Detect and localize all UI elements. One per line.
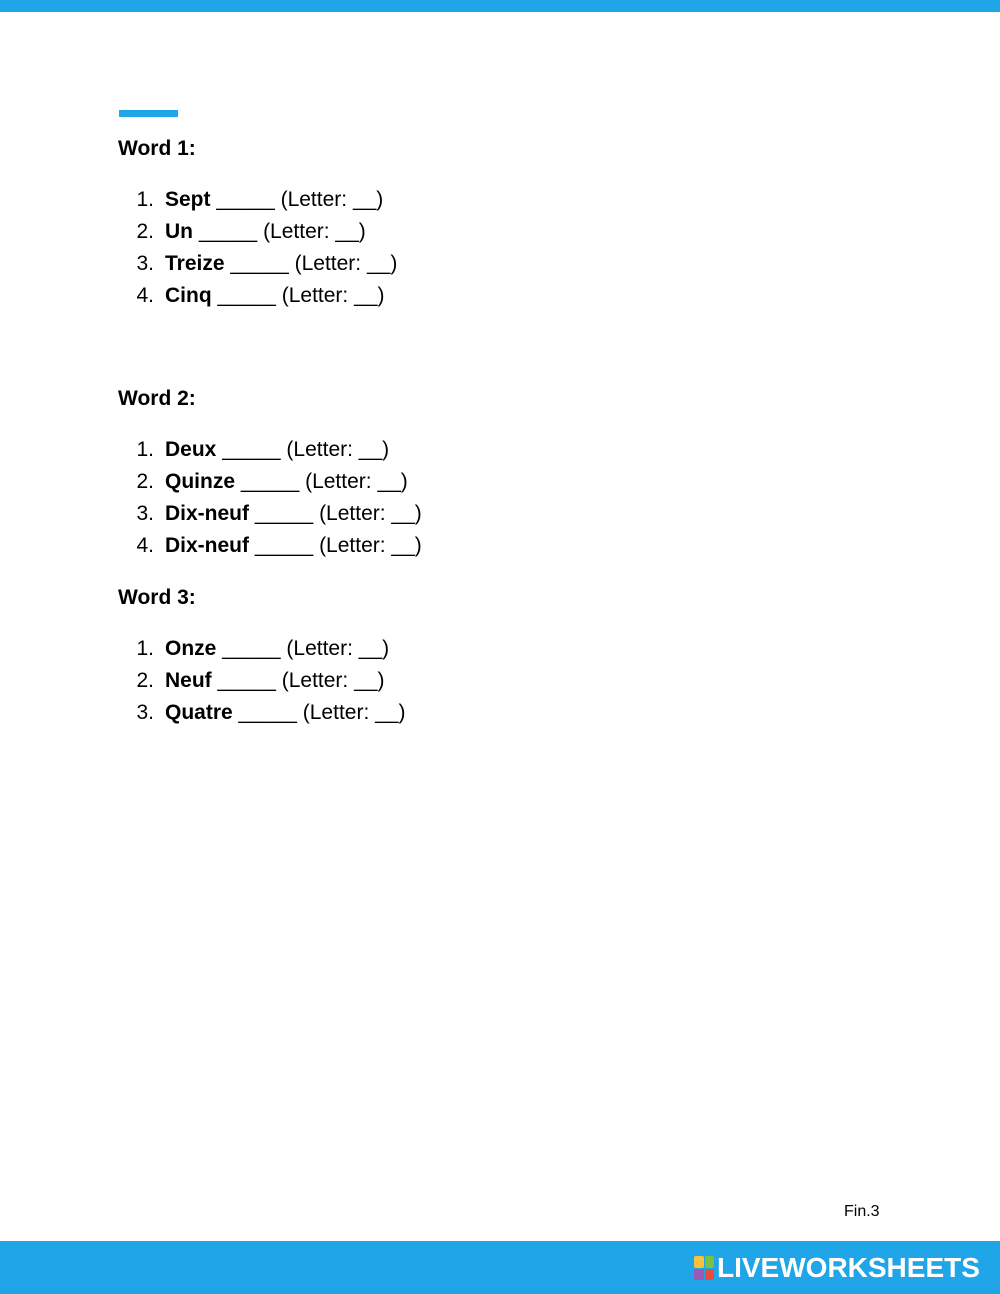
item-word: Deux [165, 438, 217, 461]
accent-dash [119, 110, 178, 117]
item-number: 1. [136, 188, 154, 211]
item-number: 3. [136, 252, 154, 275]
item-blank: _____ (Letter: __) [216, 637, 390, 660]
logo-text: LIVEWORKSHEETS [717, 1252, 980, 1283]
list-item [118, 697, 405, 729]
list-item [118, 216, 397, 248]
item-number: 1. [136, 637, 154, 660]
item-word: Un [165, 220, 193, 243]
word-1-list [118, 184, 397, 312]
item-blank: _____ (Letter: __) [211, 669, 385, 692]
item-word: Dix-neuf [165, 502, 249, 525]
item-number: 3. [136, 502, 154, 525]
item-word: Neuf [165, 669, 212, 692]
item-number: 3. [136, 701, 154, 724]
top-accent-bar [0, 0, 1000, 12]
item-word: Sept [165, 188, 211, 211]
item-number: 2. [136, 470, 154, 493]
item-number: 2. [136, 669, 154, 692]
item-word: Onze [165, 637, 217, 660]
list-item [118, 665, 405, 697]
item-word: Quatre [165, 701, 233, 724]
item-blank: _____ (Letter: __) [235, 470, 408, 493]
liveworksheets-logo [694, 1252, 980, 1283]
list-item [118, 280, 397, 312]
item-number: 1. [136, 438, 154, 461]
section-heading-word-2: Word 2: [118, 387, 196, 410]
item-blank: _____ (Letter: __) [211, 284, 385, 307]
logo-blocks-icon [694, 1256, 714, 1280]
item-word: Treize [165, 252, 225, 275]
list-item [118, 530, 422, 562]
item-blank: _____ (Letter: __) [232, 701, 406, 724]
item-blank: _____ (Letter: __) [224, 252, 398, 275]
list-item [118, 498, 422, 530]
item-number: 4. [136, 284, 154, 307]
page-label: Fin.3 [844, 1203, 880, 1220]
item-blank: _____ (Letter: __) [210, 188, 384, 211]
item-number: 2. [136, 220, 154, 243]
section-heading-word-3: Word 3: [118, 586, 196, 609]
item-blank: _____ (Letter: __) [193, 220, 366, 243]
item-word: Cinq [165, 284, 212, 307]
word-3-list [118, 633, 405, 729]
section-heading-word-1: Word 1: [118, 137, 196, 160]
item-blank: _____ (Letter: __) [249, 534, 422, 557]
list-item [118, 434, 422, 466]
word-2-list [118, 434, 422, 562]
item-word: Quinze [165, 470, 236, 493]
item-blank: _____ (Letter: __) [249, 502, 422, 525]
list-item [118, 466, 422, 498]
list-item [118, 633, 405, 665]
list-item [118, 248, 397, 280]
item-number: 4. [136, 534, 154, 557]
list-item [118, 184, 397, 216]
item-blank: _____ (Letter: __) [216, 438, 390, 461]
item-word: Dix-neuf [165, 534, 249, 557]
